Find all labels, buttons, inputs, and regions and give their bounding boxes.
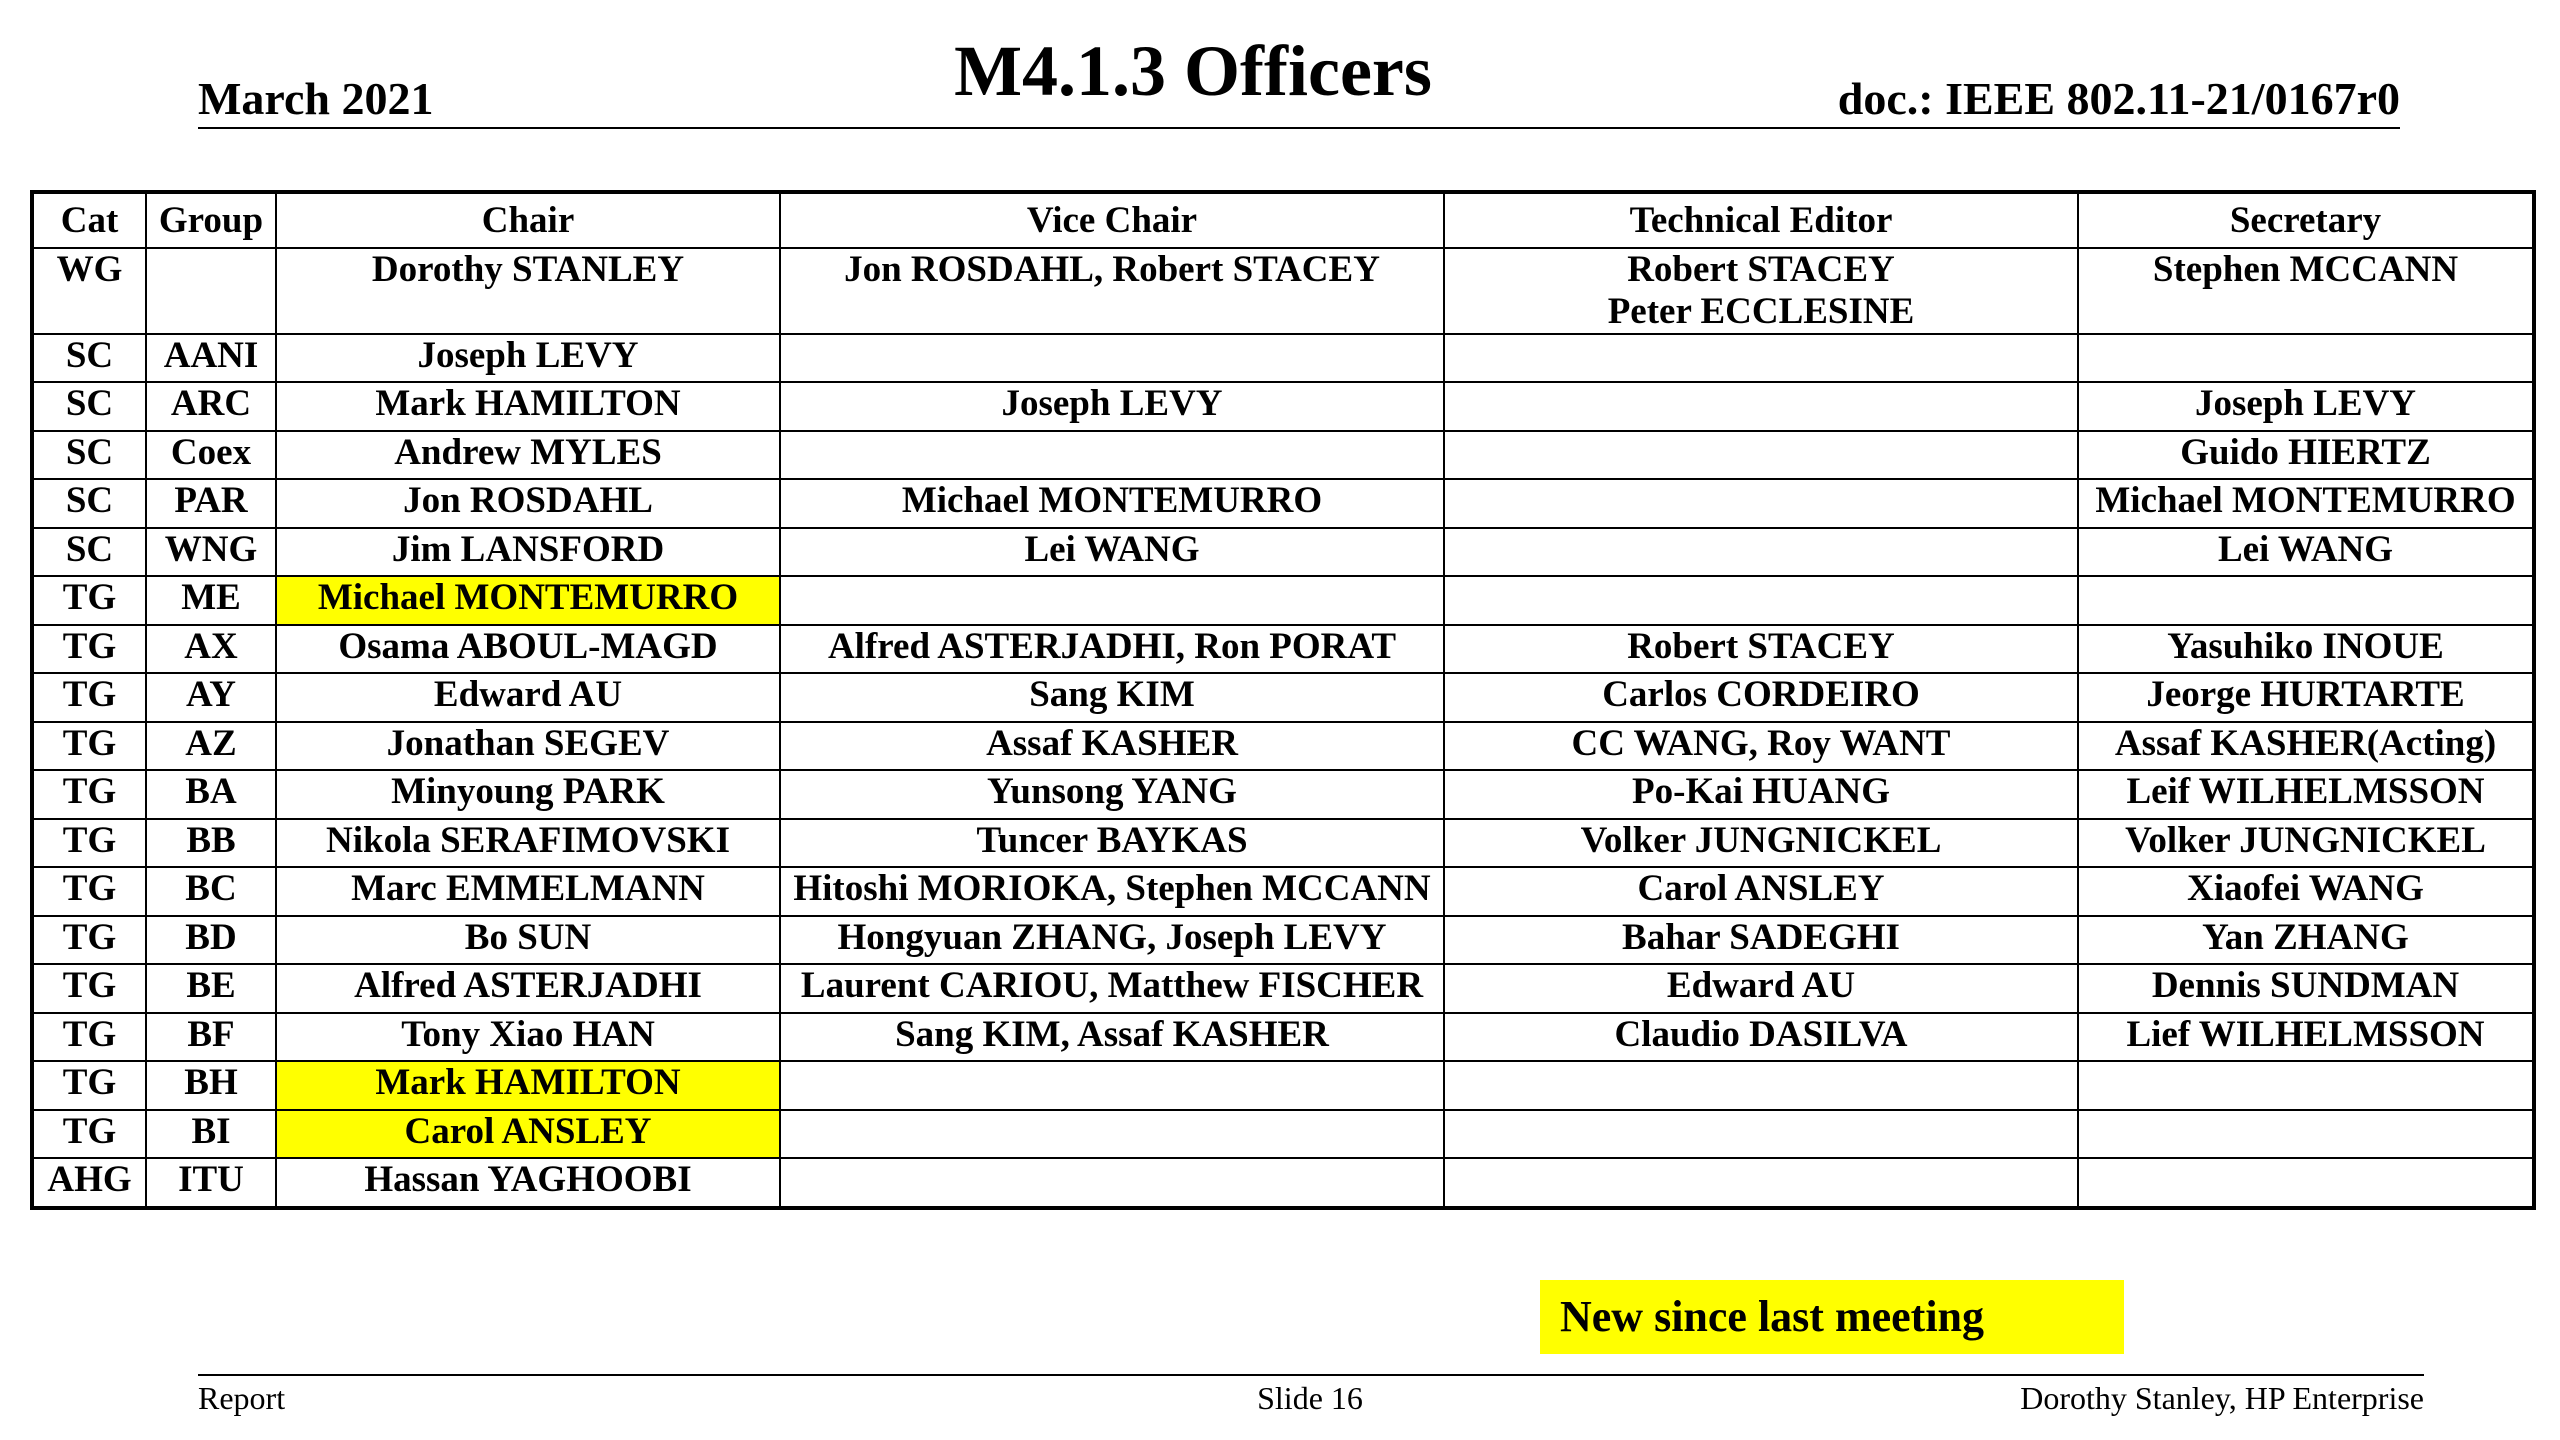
secretary-cell: Guido HIERTZ [2078, 431, 2534, 479]
vice-chair-cell: Jon ROSDAHL, Robert STACEY [780, 248, 1444, 334]
cat-cell: SC [32, 431, 146, 479]
table-row [32, 1110, 2534, 1158]
vice-chair-cell: Joseph LEVY [780, 382, 1444, 430]
technical-editor-cell: Claudio DASILVA [1444, 1013, 2078, 1061]
technical-editor-cell [1444, 1158, 2078, 1208]
chair-cell: Alfred ASTERJADHI [276, 964, 780, 1012]
secretary-cell: Lei WANG [2078, 528, 2534, 576]
cat-cell: TG [32, 964, 146, 1012]
vice-chair-cell [780, 576, 1444, 624]
table-row [32, 1158, 2534, 1208]
secretary-cell: Yan ZHANG [2078, 916, 2534, 964]
technical-editor-cell [1444, 576, 2078, 624]
document-id: doc.: IEEE 802.11-21/0167r0 [1837, 73, 2400, 124]
cat-cell: TG [32, 916, 146, 964]
slide-title: M4.1.3 Officers [954, 31, 1432, 111]
cat-cell: TG [32, 673, 146, 721]
chair-cell: Mark HAMILTON [276, 382, 780, 430]
column-header-chair: Chair [276, 192, 780, 248]
chair-cell: Mark HAMILTON [276, 1061, 780, 1109]
technical-editor-cell [1444, 1061, 2078, 1109]
secretary-cell [2078, 576, 2534, 624]
secretary-cell [2078, 334, 2534, 382]
group-cell: AANI [146, 334, 276, 382]
secretary-cell: Joseph LEVY [2078, 382, 2534, 430]
group-cell: ARC [146, 382, 276, 430]
vice-chair-cell [780, 1061, 1444, 1109]
group-cell: AY [146, 673, 276, 721]
chair-cell: Osama ABOUL-MAGD [276, 625, 780, 673]
cat-cell: TG [32, 1013, 146, 1061]
group-cell: BE [146, 964, 276, 1012]
column-header-vice-chair: Vice Chair [780, 192, 1444, 248]
table-row [32, 722, 2534, 770]
table-row [32, 382, 2534, 430]
secretary-cell: Lief WILHELMSSON [2078, 1013, 2534, 1061]
cat-cell: TG [32, 1110, 146, 1158]
table-row [32, 431, 2534, 479]
table-header-row [32, 192, 2534, 248]
chair-cell: Minyoung PARK [276, 770, 780, 818]
chair-cell: Andrew MYLES [276, 431, 780, 479]
date-label: March 2021 [198, 73, 434, 124]
technical-editor-cell: Carol ANSLEY [1444, 867, 2078, 915]
secretary-cell: Michael MONTEMURRO [2078, 479, 2534, 527]
technical-editor-cell [1444, 382, 2078, 430]
group-cell: BD [146, 916, 276, 964]
cat-cell: SC [32, 334, 146, 382]
technical-editor-cell [1444, 1110, 2078, 1158]
cat-cell: SC [32, 479, 146, 527]
officers-table-container [30, 190, 2532, 1210]
table-row [32, 248, 2534, 334]
vice-chair-cell: Sang KIM [780, 673, 1444, 721]
chair-cell: Edward AU [276, 673, 780, 721]
new-since-last-meeting-legend: New since last meeting [1540, 1280, 2124, 1354]
secretary-cell: Xiaofei WANG [2078, 867, 2534, 915]
cat-cell: AHG [32, 1158, 146, 1208]
table-row [32, 964, 2534, 1012]
chair-cell: Michael MONTEMURRO [276, 576, 780, 624]
vice-chair-cell: Tuncer BAYKAS [780, 819, 1444, 867]
secretary-cell: Yasuhiko INOUE [2078, 625, 2534, 673]
technical-editor-cell: Robert STACEY [1444, 625, 2078, 673]
technical-editor-cell [1444, 431, 2078, 479]
vice-chair-cell: Yunsong YANG [780, 770, 1444, 818]
technical-editor-cell [1444, 334, 2078, 382]
cat-cell: TG [32, 770, 146, 818]
technical-editor-cell: CC WANG, Roy WANT [1444, 722, 2078, 770]
cat-cell: TG [32, 625, 146, 673]
technical-editor-cell: Bahar SADEGHI [1444, 916, 2078, 964]
table-row [32, 916, 2534, 964]
chair-cell: Tony Xiao HAN [276, 1013, 780, 1061]
chair-cell: Dorothy STANLEY [276, 248, 780, 334]
table-row [32, 867, 2534, 915]
secretary-cell: Jeorge HURTARTE [2078, 673, 2534, 721]
table-row [32, 528, 2534, 576]
chair-cell: Hassan YAGHOOBI [276, 1158, 780, 1208]
cat-cell: SC [32, 528, 146, 576]
chair-cell: Carol ANSLEY [276, 1110, 780, 1158]
group-cell: AX [146, 625, 276, 673]
vice-chair-cell: Sang KIM, Assaf KASHER [780, 1013, 1444, 1061]
group-cell: ITU [146, 1158, 276, 1208]
table-row [32, 1013, 2534, 1061]
column-header-cat: Cat [32, 192, 146, 248]
header-rule [198, 127, 2400, 129]
footer-author: Dorothy Stanley, HP Enterprise [2020, 1380, 2424, 1416]
cat-cell: WG [32, 248, 146, 334]
footer-report: Report [198, 1380, 286, 1416]
secretary-cell: Dennis SUNDMAN [2078, 964, 2534, 1012]
vice-chair-cell [780, 1158, 1444, 1208]
group-cell: PAR [146, 479, 276, 527]
group-cell: AZ [146, 722, 276, 770]
table-row [32, 819, 2534, 867]
vice-chair-cell [780, 431, 1444, 479]
chair-cell: Joseph LEVY [276, 334, 780, 382]
vice-chair-cell [780, 334, 1444, 382]
group-cell: BA [146, 770, 276, 818]
cat-cell: TG [32, 1061, 146, 1109]
secretary-cell [2078, 1158, 2534, 1208]
table-body [32, 248, 2534, 1208]
table-row [32, 576, 2534, 624]
secretary-cell [2078, 1110, 2534, 1158]
table-row [32, 770, 2534, 818]
vice-chair-cell: Laurent CARIOU, Matthew FISCHER [780, 964, 1444, 1012]
footer-rule [198, 1374, 2424, 1376]
technical-editor-cell: Edward AU [1444, 964, 2078, 1012]
group-cell [146, 248, 276, 334]
secretary-cell: Assaf KASHER(Acting) [2078, 722, 2534, 770]
group-cell: BB [146, 819, 276, 867]
table-row [32, 673, 2534, 721]
vice-chair-cell [780, 1110, 1444, 1158]
column-header-technical-editor: Technical Editor [1444, 192, 2078, 248]
technical-editor-cell: Carlos CORDEIRO [1444, 673, 2078, 721]
group-cell: BI [146, 1110, 276, 1158]
secretary-cell: Stephen MCCANN [2078, 248, 2534, 334]
group-cell: ME [146, 576, 276, 624]
cat-cell: TG [32, 576, 146, 624]
officers-table [30, 190, 2536, 1210]
technical-editor-cell [1444, 479, 2078, 527]
chair-cell: Jim LANSFORD [276, 528, 780, 576]
column-header-group: Group [146, 192, 276, 248]
chair-cell: Jonathan SEGEV [276, 722, 780, 770]
chair-cell: Marc EMMELMANN [276, 867, 780, 915]
table-row [32, 625, 2534, 673]
secretary-cell: Leif WILHELMSSON [2078, 770, 2534, 818]
secretary-cell: Volker JUNGNICKEL [2078, 819, 2534, 867]
chair-cell: Jon ROSDAHL [276, 479, 780, 527]
secretary-cell [2078, 1061, 2534, 1109]
cat-cell: TG [32, 819, 146, 867]
cat-cell: TG [32, 867, 146, 915]
group-cell: BF [146, 1013, 276, 1061]
vice-chair-cell: Alfred ASTERJADHI, Ron PORAT [780, 625, 1444, 673]
column-header-secretary: Secretary [2078, 192, 2534, 248]
chair-cell: Bo SUN [276, 916, 780, 964]
group-cell: Coex [146, 431, 276, 479]
vice-chair-cell: Michael MONTEMURRO [780, 479, 1444, 527]
table-row [32, 334, 2534, 382]
group-cell: BC [146, 867, 276, 915]
vice-chair-cell: Lei WANG [780, 528, 1444, 576]
group-cell: BH [146, 1061, 276, 1109]
vice-chair-cell: Hitoshi MORIOKA, Stephen MCCANN [780, 867, 1444, 915]
group-cell: WNG [146, 528, 276, 576]
technical-editor-cell: Volker JUNGNICKEL [1444, 819, 2078, 867]
footer-slide-number: Slide 16 [1257, 1380, 1363, 1416]
cat-cell: TG [32, 722, 146, 770]
chair-cell: Nikola SERAFIMOVSKI [276, 819, 780, 867]
technical-editor-cell: Robert STACEY Peter ECCLESINE [1444, 248, 2078, 334]
cat-cell: SC [32, 382, 146, 430]
technical-editor-cell: Po-Kai HUANG [1444, 770, 2078, 818]
vice-chair-cell: Hongyuan ZHANG, Joseph LEVY [780, 916, 1444, 964]
technical-editor-cell [1444, 528, 2078, 576]
table-row [32, 1061, 2534, 1109]
vice-chair-cell: Assaf KASHER [780, 722, 1444, 770]
table-row [32, 479, 2534, 527]
